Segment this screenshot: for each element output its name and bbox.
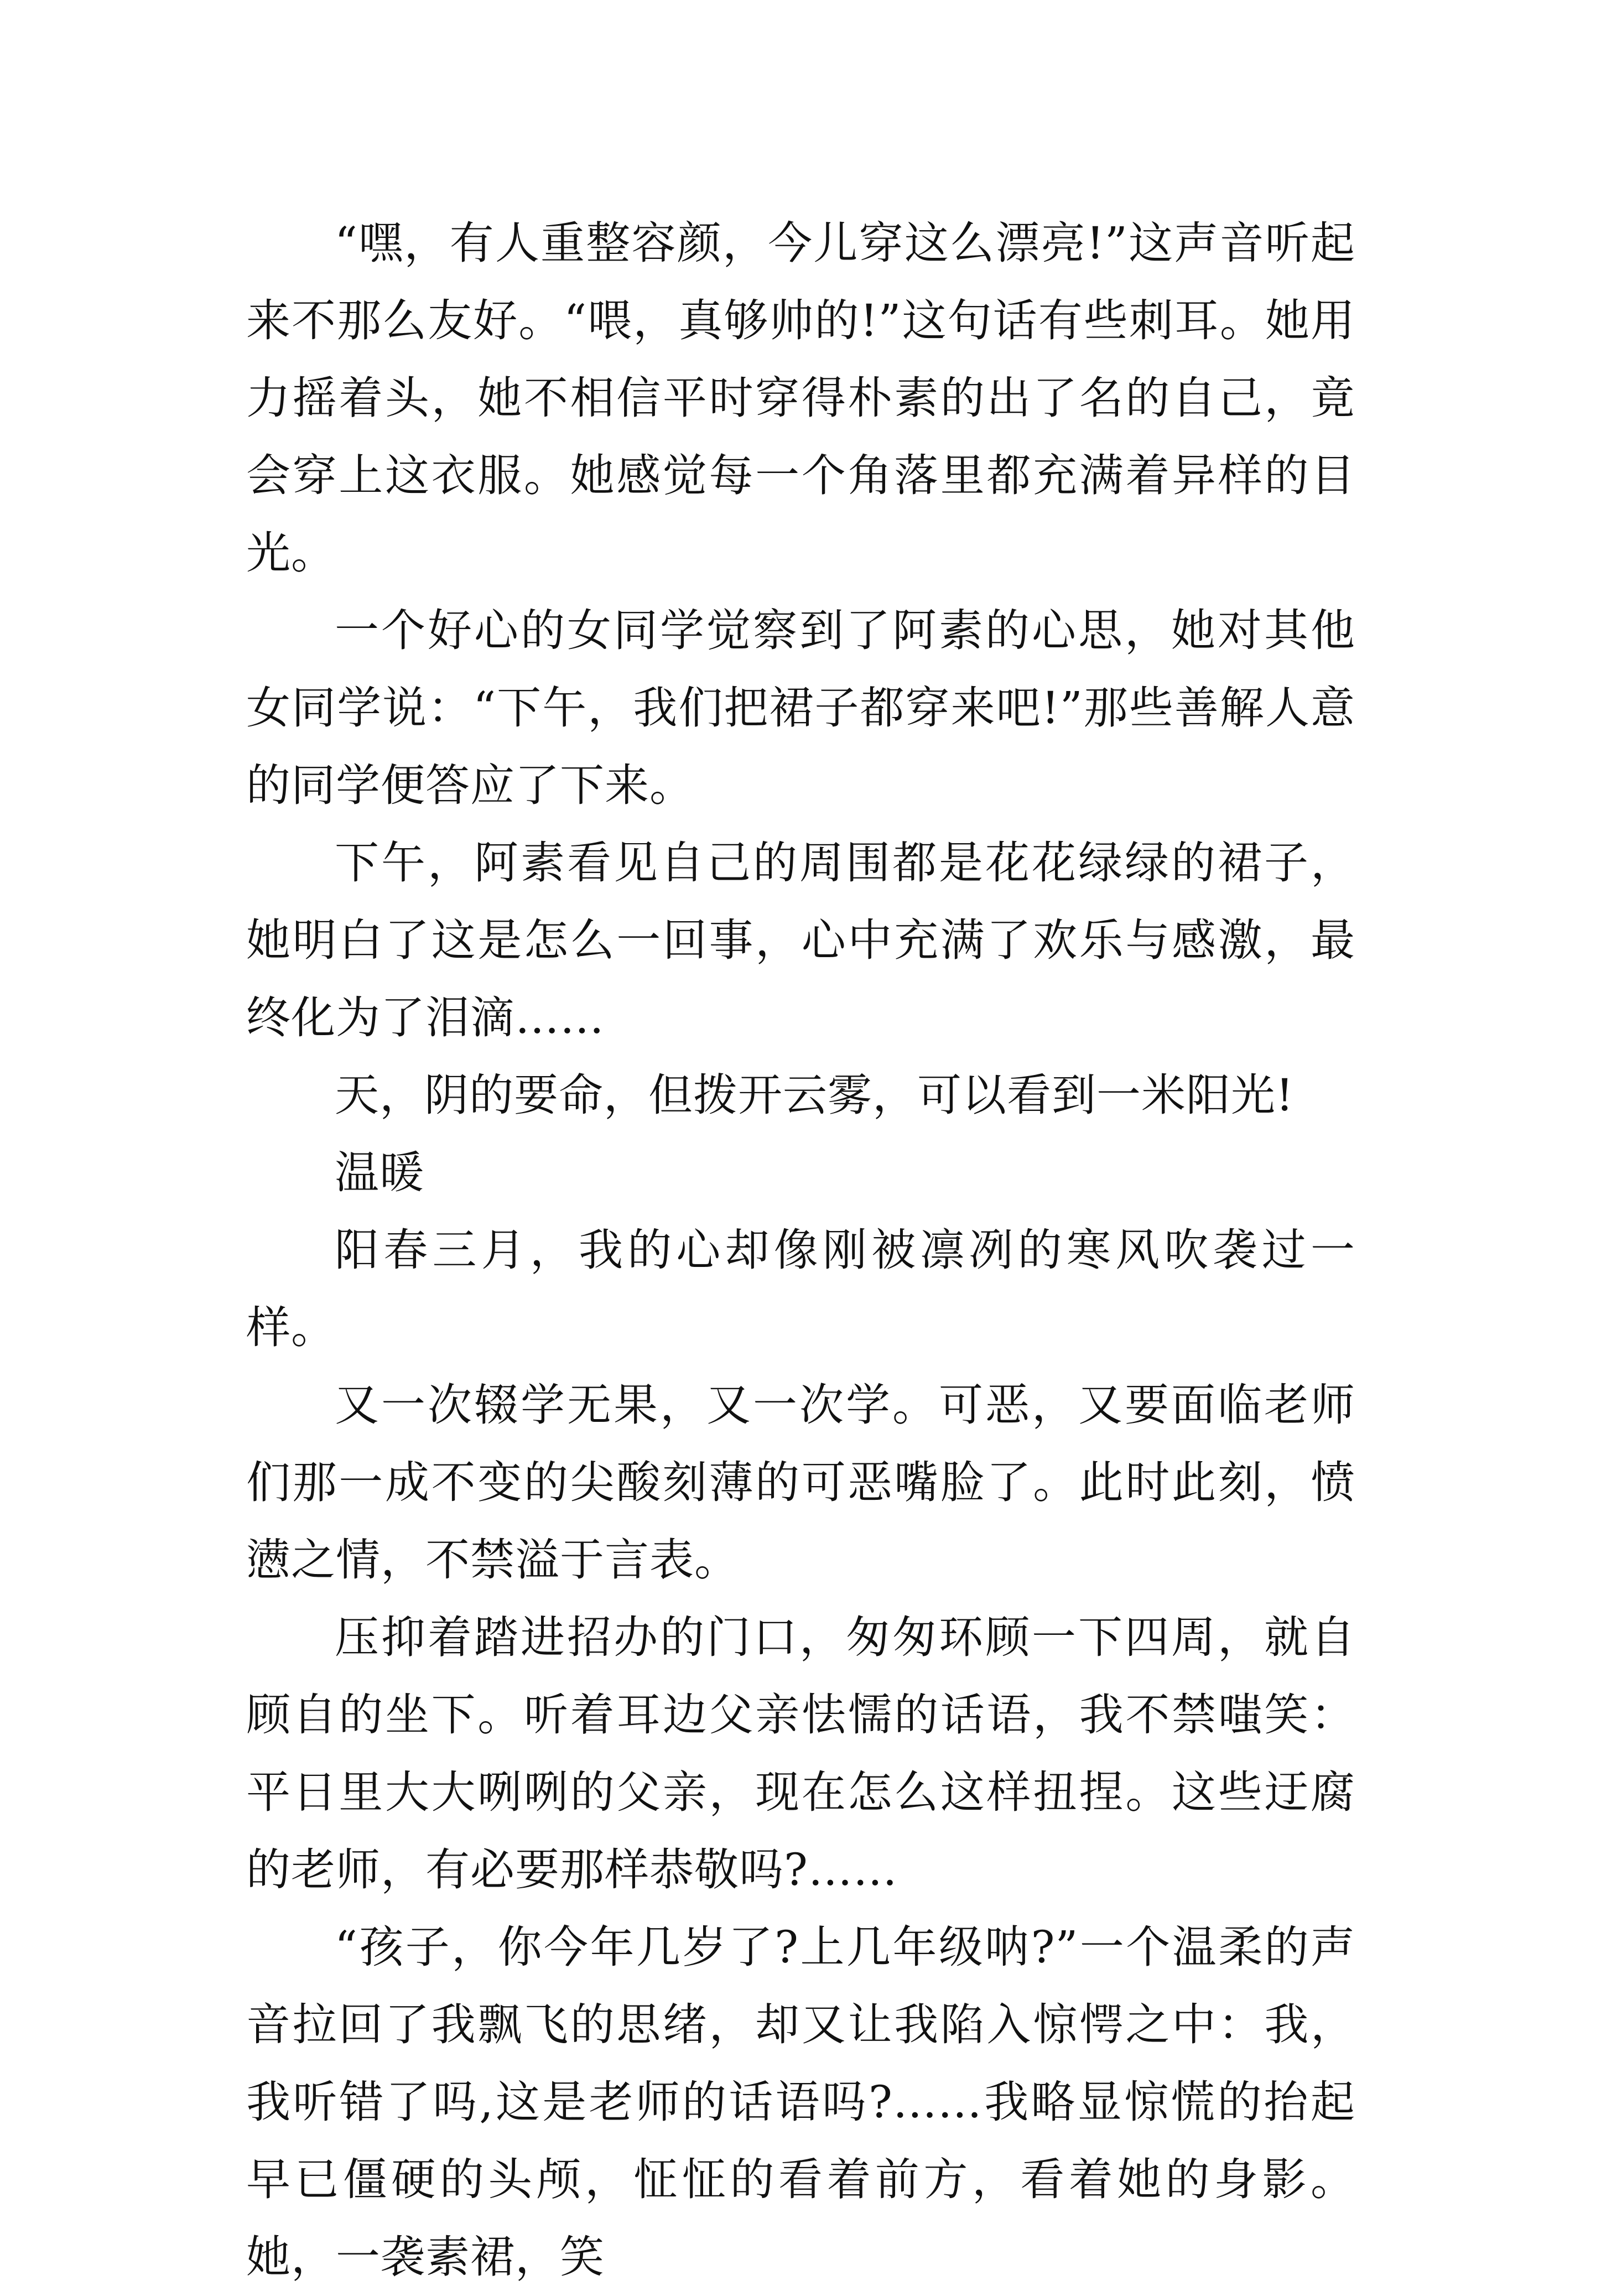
paragraph-6: 阳春三月，我的心却像刚被凛冽的寒风吹袭过一样。 [246, 1224, 1355, 1353]
paragraph-9: “孩子，你今年几岁了?上几年级呐?”一个温柔的声音拉回了我飘飞的思绪，却又让我陷入惊愕之中：我，我听错了吗,这是老师的话语吗?……我略显惊慌的抬起早已僵硬的头颅，怔怔的看着前方，看着她的身影。她，一袭素裙，笑 [246, 1921, 1355, 2283]
section-heading-warmth: 温暖 [335, 1147, 424, 1198]
paragraph-1: “嘿，有人重整容颜，今儿穿这么漂亮!”这声音听起来不那么友好。“喂，真够帅的!”这句话有些刺耳。她用力摇着头，她不相信平时穿得朴素的出了名的自己，竟会穿上这衣服。她感觉每一个角落里都充满着异样的目光。 [246, 217, 1355, 579]
paragraph-8: 压抑着踏进招办的门口，匆匆环顾一下四周，就自顾自的坐下。听着耳边父亲怯懦的话语，我不禁嗤笑：平日里大大咧咧的父亲，现在怎么这样扭捏。这些迂腐的老师，有必要那样恭敬吗?…… [246, 1612, 1355, 1895]
paragraph-7: 又一次辍学无果，又一次学。可恶，又要面临老师们那一成不变的尖酸刻薄的可恶嘴脸了。此时此刻，愤懑之情，不禁溢于言表。 [246, 1379, 1355, 1586]
paragraph-2: 一个好心的女同学觉察到了阿素的心思，她对其他女同学说：“下午，我们把裙子都穿来吧!”那些善解人意的同学便答应了下来。 [246, 605, 1355, 811]
body-text [246, 205, 1355, 2296]
paragraph-4: 天，阴的要命，但拨开云雾，可以看到一米阳光! [335, 1069, 1295, 1121]
paragraph-3: 下午，阿素看见自己的周围都是花花绿绿的裙子，她明白了这是怎么一回事，心中充满了欢乐与感激，最终化为了泪滴…… [246, 837, 1355, 1043]
